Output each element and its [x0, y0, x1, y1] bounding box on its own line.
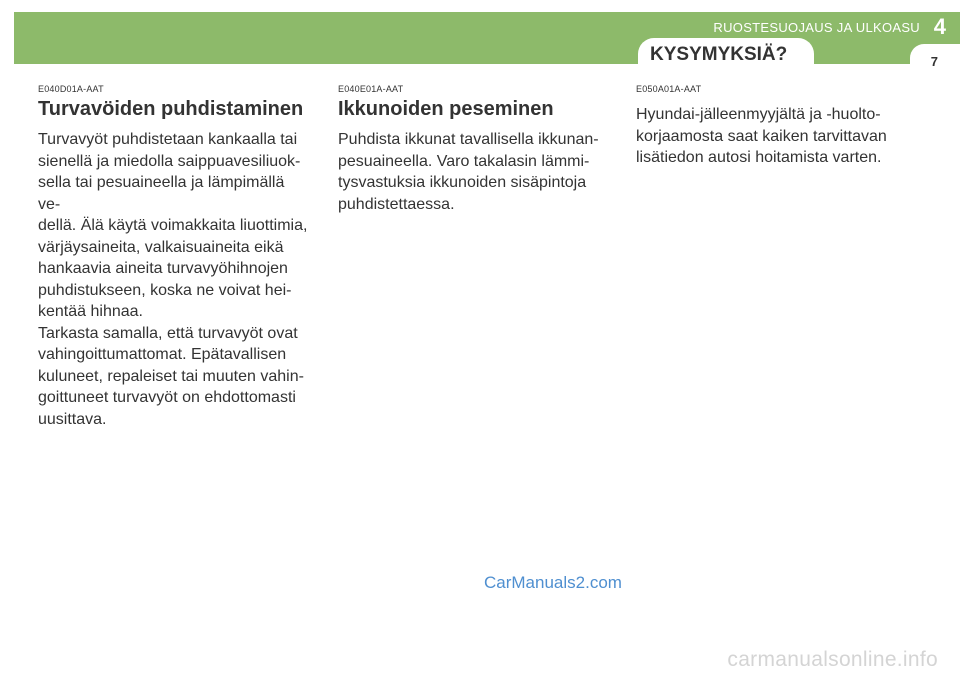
footer-watermark: carmanualsonline.info	[727, 648, 938, 671]
section-code: E040E01A-AAT	[338, 84, 404, 94]
section-body: Puhdista ikkunat tavallisella ikkunan- pesuaineella. Varo takalasin lämmi- tysvastuksia ikkunoiden sisäpintoja puhdistettaessa.	[338, 131, 599, 213]
section-heading: Ikkunoiden peseminen	[338, 98, 554, 120]
column-window-washing	[338, 84, 608, 215]
section-heading: Turvavöiden puhdistaminen	[38, 98, 304, 120]
page-number: 7	[930, 54, 938, 69]
section-code: E050A01A-AAT	[636, 84, 702, 94]
center-watermark: CarManuals2.com	[484, 573, 622, 592]
column-seatbelt-cleaning	[38, 84, 308, 430]
section-title: RUOSTESUOJAUS JA ULKOASU	[713, 20, 920, 35]
chapter-number: 4	[933, 14, 946, 39]
section-code: E040D01A-AAT	[38, 84, 104, 94]
tab-title: KYSYMYKSIÄ?	[650, 44, 788, 65]
section-body: Hyundai-jälleenmyyjältä ja -huolto- korjaamosta saat kaiken tarvittavan lisätiedon autosi hoitamista varten.	[636, 106, 887, 166]
section-body: Turvavyöt puhdistetaan kankaalla tai sienellä ja miedolla saippuavesiliuok- sella tai pesuaineella ja lämpimällä ve- dellä. Älä käytä voimakkaita liuottimia, värjäysaineita, valkaisuaineita eikä hankaavia aineita turvavyöhihnojen puhdistukseen, koska ne voivat hei- kentää hihnaa. Tarkasta samalla, että turvavyöt ovat vahingoittumattomat. Epätavallisen kuluneet, repaleiset tai muuten vahin- goittuneet turvavyöt on ehdottomasti uusittava.	[38, 131, 308, 428]
column-questions	[636, 84, 916, 169]
